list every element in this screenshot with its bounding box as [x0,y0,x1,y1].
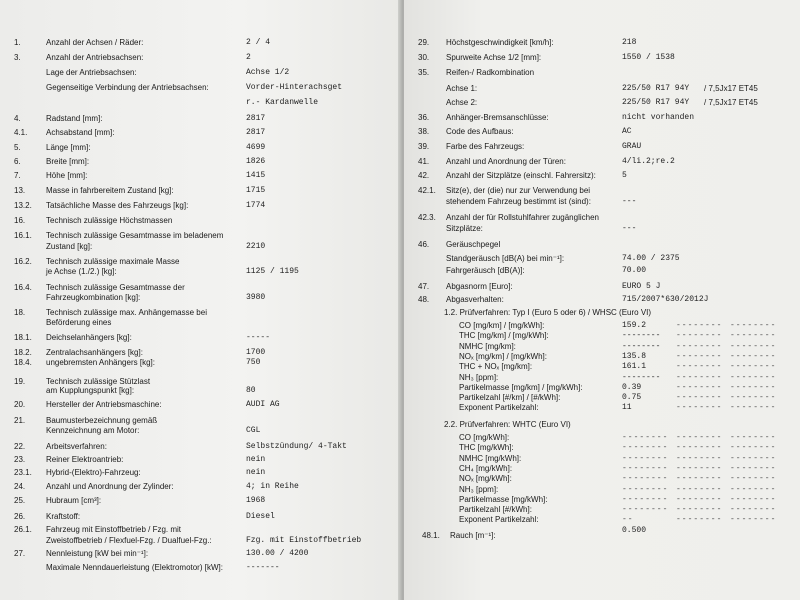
emission-test-2-dash-col-3: -------- [730,443,777,453]
right-item-number: 47. [418,282,430,291]
emission-test-1-dash-col-3: -------- [730,331,777,341]
left-item-label: Höhe [mm]: [46,171,88,180]
left-item-label: je Achse (1./2.) [kg]: [46,267,117,276]
right-item-value: 70.00 [622,266,647,275]
emission-test-1-label: Exponent Partikelzahl: [459,403,539,413]
emission-test-1-dash-col-2: -------- [676,351,723,361]
left-item-number: 21. [14,416,26,425]
right-item-number: 46. [418,240,430,249]
left-item-number: 16.1. [14,231,32,240]
left-item-value: 1415 [246,171,266,180]
tyre-rim-axle-1: / 7,5Jx17 ET45 [704,84,758,93]
left-item-value: Fzg. mit Einstoffbetrieb [246,536,362,545]
right-item-value: GRAU [622,142,642,151]
left-item-label: Beförderung eines [46,318,112,327]
right-item-value: nicht vorhanden [622,113,695,122]
left-item-value: CGL [246,426,261,435]
left-item-value: 2 / 4 [246,38,271,47]
right-item-label: Fahrgeräusch [dB(A)]: [446,266,525,275]
emission-test-1-label: CO [mg/km] / [mg/kWh]: [459,321,545,330]
left-item-number: 26.1. [14,525,32,534]
right-item-label: Sitz(e), der (die) nur zur Verwendung bei [446,186,591,195]
left-item-number: 18.4. [14,358,32,367]
emission-test-2-dash-col-3: -------- [730,453,777,463]
left-item-label: Anzahl der Antriebsachsen: [46,53,144,62]
left-item-label: Fahrzeug mit Einstoffbetrieb / Fzg. mit [46,525,182,534]
right-item-number: 30. [418,53,430,62]
emission-test-1-value: -------- [622,372,661,382]
emission-test-2-label: NMHC [mg/kWh]: [459,453,522,463]
left-item-value: 1125 / 1195 [246,267,299,276]
right-item-label: Sitzplätze: [446,224,483,233]
rauch-number: 48.1. [422,531,440,540]
right-item-value: EURO 5 J [622,282,661,291]
left-item-number: 18. [14,308,26,317]
left-item-label: Achsabstand [mm]: [46,128,115,137]
emission-test-2-label: THC [mg/kWh]: [459,443,514,453]
right-item-label: Reifen-/ Radkombination [446,68,535,77]
emission-test-1-dash-col-2: -------- [676,362,723,372]
right-item-number: 48. [418,295,430,304]
emission-test-2-dash-col-2: -------- [676,515,723,525]
right-item-value: 218 [622,38,637,47]
left-item-label: Technisch zulässige Stützlast [46,377,151,386]
emission-test-2-label: Partikelmasse [mg/kWh]: [459,494,548,504]
emission-test-1-title: 1.2. Prüfverfahren: Typ I (Euro 5 oder 6) / WHSC (Euro VI) [444,308,652,317]
emission-test-2-label: NH₃ [ppm]: [459,484,499,494]
emission-test-1-value: 159.2 [622,321,647,330]
left-item-value: 1715 [246,186,266,195]
emission-test-2-label: CO [mg/kWh]: [459,433,510,442]
emission-test-1-dash-col-3: -------- [730,341,777,351]
left-item-label: Hybrid-(Elektro)-Fahrzeug: [46,468,141,477]
emission-test-2-dash-col-3: -------- [730,515,777,525]
left-item-label: Maximale Nenndauerleistung (Elektromotor) [kW]: [46,563,223,572]
left-item-value: 80 [246,386,256,395]
emission-test-1-dash-col-2: -------- [676,382,723,392]
right-item-value: --- [622,224,637,233]
left-item-label: Zweistoffbetrieb / Flexfuel-Fzg. / Dualfuel-Fzg.: [46,536,212,545]
emission-test-1-label: Partikelmasse [mg/km] / [mg/kWh]: [459,382,583,392]
left-item-value: 2817 [246,128,266,137]
rauch-value: 0.500 [622,526,647,535]
right-item-label: Code des Aufbaus: [446,127,514,136]
emission-test-2-title: 2.2. Prüfverfahren: WHTC (Euro VI) [444,420,571,429]
emission-test-1-label: NOₓ [mg/km] / [mg/kWh]: [459,351,547,361]
right-item-number: 36. [418,113,430,122]
left-item-label: Baumusterbezeichnung gemäß [46,416,158,425]
emission-test-1-dash-col-2: -------- [676,341,723,351]
right-item-label: Abgasverhalten: [446,295,504,304]
left-item-value: 4699 [246,143,266,152]
right-item-number: 39. [418,142,430,151]
right-item-label: Anzahl der für Rollstuhlfahrer zugänglichen [446,213,599,222]
right-page [404,0,800,600]
left-item-label: am Kupplungspunkt [kg]: [46,386,135,395]
left-item-label: Masse in fahrbereitem Zustand [kg]: [46,186,174,195]
rauch-label: Rauch [m⁻¹]: [450,531,496,540]
emission-test-2-value: -------- [622,453,669,463]
right-item-label: Spurweite Achse 1/2 [mm]: [446,53,542,62]
emission-test-1-dash-col-3: -------- [730,351,777,361]
left-item-label: Deichselanhängers [kg]: [46,333,132,342]
emission-test-2-label: Exponent Partikelzahl: [459,515,539,525]
emission-test-2-value: -- [622,515,634,525]
right-item-number: 41. [418,157,430,166]
left-item-number: 4.1. [14,128,28,137]
right-item-label: Achse 1: [446,84,478,93]
left-item-label: Technisch zulässige Gesamtmasse im beladenem [46,231,224,240]
left-item-value: ------- [246,563,280,572]
right-item-value: AC [622,127,632,136]
emission-test-2-dash-col-2: -------- [676,494,723,504]
left-item-value: ----- [246,333,271,342]
emission-test-2-dash-col-2: -------- [676,443,723,453]
emission-test-2-value: -------- [622,494,669,504]
right-item-value: --- [622,197,637,206]
emission-test-1-dash-col-2: -------- [676,321,723,330]
left-item-label: Nennleistung [kW bei min⁻¹]: [46,549,149,558]
left-item-value: 1774 [246,201,266,210]
left-item-number: 22. [14,442,26,451]
left-item-number: 19. [14,377,26,386]
emission-test-2-dash-col-3: -------- [730,494,777,504]
emission-test-1-label: THC [mg/km] / [mg/kWh]: [459,331,549,341]
left-item-label: Arbeitsverfahren: [46,442,107,451]
tyre-rim-axle-2: / 7,5Jx17 ET45 [704,98,758,107]
left-item-label: Anzahl und Anordnung der Zylinder: [46,482,174,491]
emission-test-1-value: -------- [622,341,661,351]
emission-test-1-dash-col-3: -------- [730,362,777,372]
left-item-number: 24. [14,482,26,491]
emission-test-1-value: 0.39 [622,382,642,392]
left-item-value: Vorder-Hinterachsget [246,83,343,92]
emission-test-1-label: NMHC [mg/km]: [459,341,516,351]
emission-test-1-value: 135.8 [622,351,647,361]
emission-test-1-dash-col-3: -------- [730,321,777,330]
emission-test-2-dash-col-3: -------- [730,433,777,442]
left-item-number: 18.2. [14,348,32,357]
left-item-number: 7. [14,171,21,180]
emission-test-1-dash-col-3: -------- [730,372,777,382]
left-item-value: 4; in Reihe [246,482,299,491]
right-item-label: stehendem Fahrzeug bestimmt ist (sind): [446,197,591,206]
right-item-value: 74.00 / 2375 [622,254,680,263]
emission-test-2-value: -------- [622,484,669,494]
emission-test-1-dash-col-2: -------- [676,403,723,413]
left-item-label: Hersteller der Antriebsmaschine: [46,400,162,409]
emission-test-2-label: Partikelzahl [#/kWh]: [459,505,532,515]
left-item-number: 18.1. [14,333,32,342]
emission-test-1-label: Partikelzahl [#/km] / [#/kWh]: [459,393,561,403]
emission-test-1-label: NH₃ [ppm]: [459,372,499,382]
right-item-label: Farbe des Fahrzeugs: [446,142,525,151]
emission-test-2-dash-col-2: -------- [676,484,723,494]
left-item-number: 25. [14,496,26,505]
right-item-label: Anzahl der Sitzplätze (einschl. Fahrersitz): [446,171,596,180]
left-item-label: Reiner Elektroantrieb: [46,455,124,464]
left-item-number: 16.4. [14,283,32,292]
emission-test-1-dash-col-3: -------- [730,393,777,403]
right-item-label: Höchstgeschwindigkeit [km/h]: [446,38,554,47]
left-item-label: Zustand [kg]: [46,242,93,251]
right-item-value: 1550 / 1538 [622,53,675,62]
emission-test-2-label: NOₓ [mg/kWh]: [459,474,512,484]
left-item-label: Hubraum [cm³]: [46,496,102,505]
left-item-label: Technisch zulässige Gesamtmasse der [46,283,185,292]
emission-test-2-dash-col-3: -------- [730,474,777,484]
left-item-label: Tatsächliche Masse des Fahrzeugs [kg]: [46,201,189,210]
left-item-number: 6. [14,157,21,166]
left-item-number: 27. [14,549,26,558]
right-item-number: 29. [418,38,430,47]
right-item-label: Geräuschpegel [446,240,501,249]
emission-test-2-dash-col-2: -------- [676,453,723,463]
emission-test-1-value: 161.1 [622,362,647,372]
emission-test-1-dash-col-2: -------- [676,372,723,382]
right-item-value: 225/50 R17 94Y [622,98,690,107]
left-item-label: Anzahl der Achsen / Räder: [46,38,144,47]
emission-test-2-dash-col-2: -------- [676,463,723,473]
left-item-value: AUDI AG [246,400,280,409]
emission-test-1-dash-col-3: -------- [730,382,777,392]
left-item-value: 1826 [246,157,266,166]
emission-test-2-dash-col-3: -------- [730,505,777,515]
left-item-number: 26. [14,512,26,521]
left-item-label: Lage der Antriebsachsen: [46,68,137,77]
left-item-value: nein [246,455,266,464]
right-item-label: Anzahl und Anordnung der Türen: [446,157,566,166]
left-item-label: Kraftstoff: [46,512,81,521]
left-item-number: 16.2. [14,257,32,266]
emission-test-2-dash-col-2: -------- [676,474,723,484]
right-item-number: 42. [418,171,430,180]
left-item-value: 2817 [246,114,266,123]
emission-test-2-dash-col-3: -------- [730,463,777,473]
left-item-number: 13. [14,186,26,195]
left-item-label: Technisch zulässige max. Anhängemasse bei [46,308,207,317]
emission-test-2-value: -------- [622,505,669,515]
left-item-label: Zentralachsanhängers [kg]: [46,348,143,357]
emission-test-2-label: CH₄ [mg/kWh]: [459,463,513,473]
left-item-value: nein [246,468,266,477]
right-item-value: 5 [622,171,627,180]
left-item-label: Fahrzeugkombination [kg]: [46,293,141,302]
left-item-label: Breite [mm]: [46,157,90,166]
left-item-label: Länge [mm]: [46,143,91,152]
emission-test-2-value: -------- [622,474,669,484]
left-item-label: Gegenseitige Verbindung der Antriebsachsen: [46,83,209,92]
right-item-value: 715/2007*630/2012J [622,295,709,304]
right-item-value: 225/50 R17 94Y [622,84,690,93]
left-item-label: Technisch zulässige Höchstmassen [46,216,173,225]
left-item-number: 20. [14,400,26,409]
left-item-value: Achse 1/2 [246,68,290,77]
left-item-value: Diesel [246,512,275,521]
right-item-label: Achse 2: [446,98,478,107]
left-item-value: 1968 [246,496,266,505]
left-item-value: Selbstzündung/ 4-Takt [246,442,347,451]
left-item-number: 23.1. [14,468,32,477]
emission-test-1-dash-col-2: -------- [676,331,723,341]
emission-test-1-dash-col-3: -------- [730,403,777,413]
right-item-number: 35. [418,68,430,77]
left-item-value: 130.00 / 4200 [246,549,309,558]
left-item-label: ungebremsten Anhängers [kg]: [46,358,155,367]
emission-test-2-value: -------- [622,433,669,442]
emission-test-2-dash-col-2: -------- [676,505,723,515]
right-item-label: Abgasnorm [Euro]: [446,282,513,291]
right-item-label: Standgeräusch [dB(A) bei min⁻¹]: [446,254,565,263]
left-item-number: 16. [14,216,26,225]
left-item-label: Technisch zulässige maximale Masse [46,257,180,266]
emission-test-2-value: -------- [622,443,669,453]
left-item-value: r.- Kardanwelle [246,98,319,107]
right-item-number: 38. [418,127,430,136]
left-item-value: 1700 [246,348,266,357]
left-item-number: 23. [14,455,26,464]
left-item-value: 750 [246,358,261,367]
emission-test-1-dash-col-2: -------- [676,393,723,403]
left-item-label: Kennzeichnung am Motor: [46,426,140,435]
emission-test-1-value: -------- [622,331,661,341]
emission-test-1-value: 11 [622,403,632,413]
emission-test-2-value: -------- [622,463,669,473]
emission-test-2-dash-col-3: -------- [730,484,777,494]
left-item-number: 1. [14,38,21,47]
emission-test-1-value: 0.75 [622,393,642,403]
left-item-value: 2210 [246,242,266,251]
emission-test-1-label: THC + NOₓ [mg/km]: [459,362,533,372]
left-item-value: 3980 [246,293,266,302]
right-item-number: 42.3. [418,213,436,222]
right-item-label: Anhänger-Bremsanschlüsse: [446,113,549,122]
left-item-number: 4. [14,114,21,123]
left-item-value: 2 [246,53,251,62]
left-item-number: 13.2. [14,201,32,210]
left-item-number: 5. [14,143,21,152]
right-item-value: 4/li.2;re.2 [622,157,675,166]
left-item-number: 3. [14,53,21,62]
left-item-label: Radstand [mm]: [46,114,103,123]
emission-test-2-dash-col-2: -------- [676,433,723,442]
right-item-number: 42.1. [418,186,436,195]
